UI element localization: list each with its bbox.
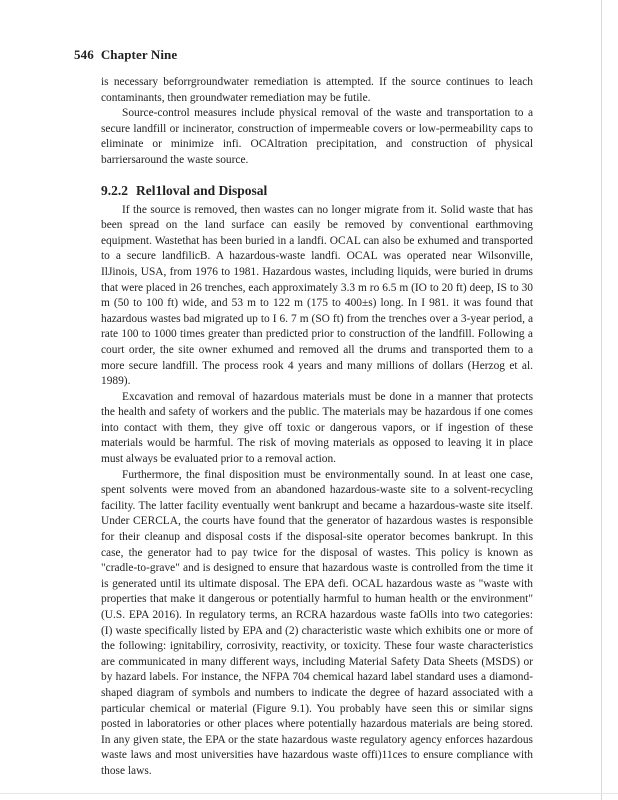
section-heading (101, 182, 533, 199)
paragraph-removal: If the source is removed, then wastes can no longer migrate from it. Solid waste that has been spread on the land surface can easily be removed by conventional earthmoving equipment. Wastethat has been buried in a landfi. OCAL can also be exhumed and transported to a secure landfilicB. A hazardous-waste landfi. OCAL was operated near Wilsonville, IlJinois, USA, from 1976 to 1981. Hazardous wastes, including liquids, were buried in drums that were placed in 26 trenches, each approximately 3.3 m ro 6.5 m (IO to 20 ft) deep, IS to 30 m (50 to 100 ft) wide, and 53 m to 122 m (175 to 400±s) long. In I 981. it was found that hazardous wastes bad migrated up to I 6. 7 m (SO ft) from the trenches over a 3-year period, a rate 100 to 1000 times greater than predicted prior to construction of the landfill. Following a court order, the site owner exhumed and removed all the drums and transported them to a more secure landfill. The process rook 4 years and many millions of dollars (Herzog et al. 1989). (101, 203, 533, 388)
chapter-title: Chapter Nine (100, 47, 178, 62)
paragraph-excavation: Excavation and removal of hazardous materials must be done in a manner that protects the health and safety of workers and the public. The materials may be hazardous if one comes into contact with them, they give off toxic or dangerous vapors, or if ingestion of these materials would be harmful. The risk of moving materials as opposed to leaving it in place must always be evaluated prior to a removal action. (101, 390, 533, 466)
paragraph-source-control: Source-control measures include physical removal of the waste and transportation to a secure landfill or incinerator, construction of impermeable covers or low-permeability caps to eliminate or minimize infi. OCAltration precipitation, and construction of physical barriersaround the waste source. (101, 107, 533, 166)
page-edge-right (601, 0, 602, 800)
page-edge-bottom (0, 793, 618, 794)
running-header (74, 47, 177, 63)
paragraph-continuation: is necessary beforrgroundwater remediation is attempted. If the source continues to leach contaminants, then groundwater remediation may be futile. (101, 76, 533, 104)
page-number: 546 (74, 47, 94, 62)
page-body (101, 75, 533, 780)
section-title: Rel1loval and Disposal (136, 182, 268, 198)
paragraph-disposition: Furthermore, the final disposition must be environmentally sound. In at least one case, spent solvents were moved from an abandoned hazardous-waste site to a solvent-recycling facility. The latter facility eventually went bankrupt and became a hazardous-waste site itself. Under CERCLA, the courts have found that the generator of hazardous wastes is responsible for their cleanup and disposal costs if the disposal-site operator becomes bankrupt. In this case, the generator had to pay twice for the disposal of wastes. This policy is known as "cradle-to-grave" and is designed to ensure that hazardous waste is controlled from the time it is generated until its ultimate disposal. The EPA defi. OCAL hazardous waste as "waste with properties that make it dangerous or potentially harmful to human health or the environment" (U.S. EPA 2016). In regulatory terms, an RCRA hazardous waste faOlls into two categories: (I) waste specifically listed by EPA and (2) characteristic waste which exhibits one or more of the following: ignitabiliry, corrosivity, reactivity, or toxicity. These four waste characteristics are communicated in many different ways, including Material Safety Data Sheets (MSDS) or by hazard labels. For instance, the NFPA 704 chemical hazard label standard uses a diamond-shaped diagram of symbols and numbers to indicate the degree of hazard associated with a particular chemical or material (Figure 9.1). You probably have seen this or similar signs posted in laboratories or other places where potentially hazardous materials are being stored. In any given state, the EPA or the state hazardous waste regulatory agency enforces hazardous waste laws and most universities have hazardous waste offi)11ces to ensure compliance with those laws. (101, 468, 533, 777)
section-number: 9.2.2 (101, 182, 128, 198)
